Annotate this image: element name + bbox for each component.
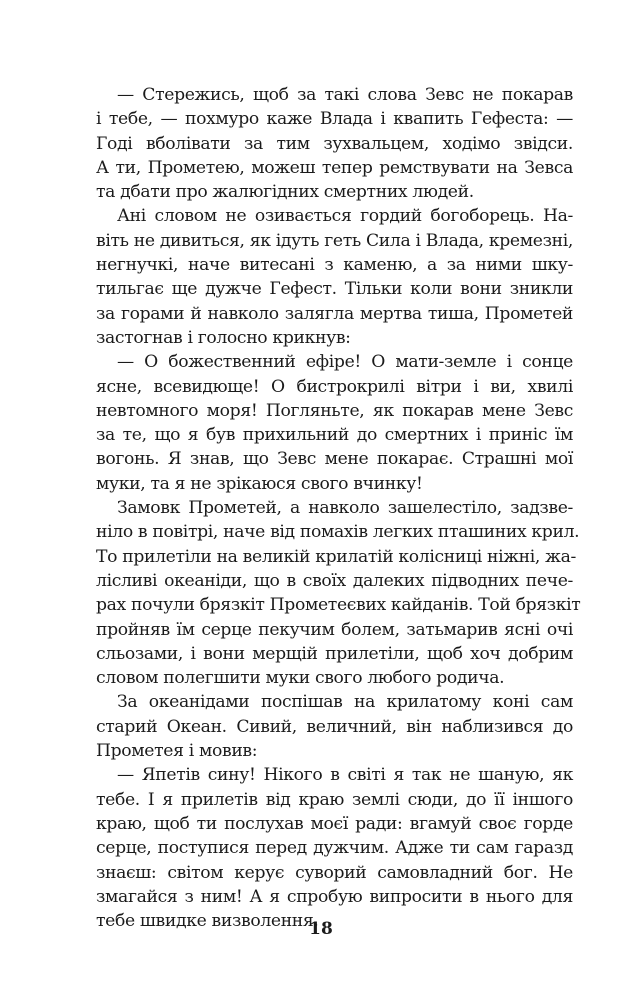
paragraph (96, 204, 573, 350)
text-line: Замовк Прометей, а навколо зашелестіло, задзве- (117, 498, 573, 519)
text-line: краю, щоб ти послухав моєї ради: вгамуй своє горде (96, 813, 573, 834)
text-line: вогонь. Я знав, що Зевс мене покарає. Страшні мої (96, 449, 573, 470)
text-line: негнучкі, наче витесані з каменю, а за ними шку- (96, 255, 573, 276)
text-line: Годі вболівати за тим зухвальцем, ходімо звідси. (96, 133, 573, 154)
text-line: А ти, Прометею, можеш тепер ремствувати на Зевса (96, 157, 573, 178)
text-line: віть не дивиться, як ідуть геть Сила і Влада, кремезні, (96, 230, 573, 251)
text-line: та дбати про жалюгідних смертних людей. (96, 182, 474, 203)
text-line: лісливі океаніди, що в своїх далеких підводних пече- (96, 570, 573, 591)
text-line: за горами й навколо залягла мертва тиша, Прометей (96, 303, 573, 324)
text-line: старий Океан. Сивий, величний, він наблизився до (96, 716, 573, 737)
paragraph (96, 83, 573, 204)
paragraph (96, 690, 573, 763)
text-line: Прометея і мовив: (96, 741, 258, 762)
page-number: 18 (309, 919, 333, 939)
page-body-text (96, 83, 581, 933)
text-line: тебе. І я прилетів від краю землі сюди, до її іншого (96, 789, 573, 810)
text-line: пройняв їм серце пекучим болем, затьмарив ясні очі (96, 619, 573, 640)
text-line: — О божественний ефіре! О мати-земле і сонце (117, 352, 573, 373)
text-line: Ані словом не озивається гордий богоборець. На- (117, 206, 573, 227)
text-line: і тебе, — похмуро каже Влада і квапить Гефеста: — (96, 109, 573, 130)
text-line: — Япетів сину! Нікого в світі я так не шаную, як (117, 765, 573, 786)
text-line: словом полегшити муки свого любого родича. (96, 668, 505, 689)
text-line: сльозами, і вони мерщій прилетіли, щоб хоч добрим (96, 643, 573, 664)
paragraph (96, 350, 573, 496)
text-line: серце, поступися перед дужчим. Адже ти сам гаразд (96, 838, 573, 859)
text-line: тебе швидке визволення. (96, 911, 319, 932)
text-line: — Стережись, щоб за такі слова Зевс не покарав (117, 85, 573, 105)
text-line: невтомного моря! Погляньте, як покарав мене Зевс (96, 400, 573, 421)
text-line: застогнав і голосно крикнув: (96, 327, 351, 348)
text-line: ніло в повітрі, наче від помахів легких пташиних крил. (96, 522, 580, 543)
text-line: знаєш: світом керує суворий самовладний бог. Не (96, 862, 573, 883)
text-line: За океанідами поспішав на крилатому коні сам (117, 692, 573, 713)
text-line: То прилетіли на великій крилатій колісниці ніжні, жа- (96, 546, 576, 567)
paragraph (96, 763, 573, 933)
text-line: змагайся з ним! А я спробую випросити в нього для (96, 886, 573, 907)
text-line: ясне, всевидюще! О бистрокрилі вітри і ви, хвилі (96, 376, 573, 397)
text-line: муки, та я не зрікаюся свого вчинку! (96, 473, 423, 494)
paragraph (96, 496, 581, 690)
text-line: рах почули брязкіт Прометеєвих кайданів. Той брязкіт (96, 595, 581, 616)
text-line: за те, що я був прихильний до смертних і приніс їм (96, 425, 573, 446)
text-line: тильгає ще дужче Гефест. Тільки коли вони зникли (96, 279, 573, 300)
